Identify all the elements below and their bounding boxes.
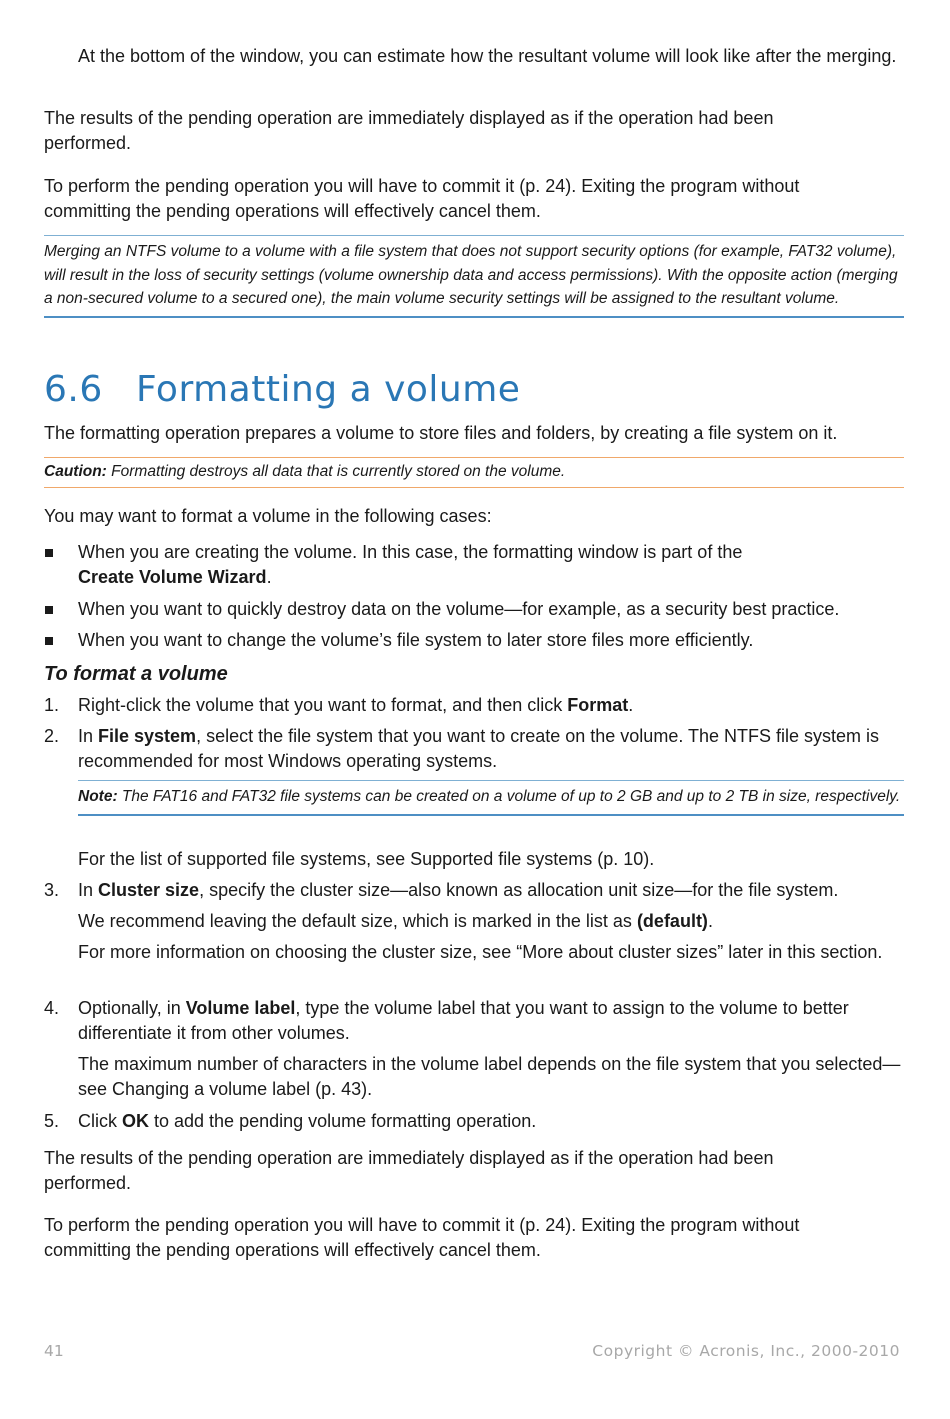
step-1: 1. Right-click the volume that you want to format, and then click Format. (44, 693, 904, 718)
step-2: 2. In File system, select the file system that you want to create on the volume. The NTFS file system is recommended for most Windows operating systems. (44, 726, 880, 771)
pending-results-paragraph: The results of the pending operation are immediately displayed as if the operation had been performed. (44, 108, 774, 153)
section-number: 6.6 (44, 369, 103, 410)
caution-label: Caution: (44, 463, 107, 480)
cluster-info-paragraph: For more information on choosing the cluster size, see “More about cluster sizes” later in this section. (78, 942, 883, 962)
bullet-icon (45, 549, 53, 557)
default-size-paragraph: We recommend leaving the default size, which is marked in the list as (default). (78, 911, 713, 931)
caution-text: Formatting destroys all data that is currently stored on the volume. (106, 463, 566, 480)
caution-box (44, 457, 904, 488)
step-3: 3. In Cluster size, specify the cluster size—also known as allocation unit size—for the file system. (44, 878, 904, 903)
list-item: When you want to change the volume’s file system to later store files more efficiently. (44, 628, 904, 653)
copyright-notice: Copyright © Acronis, Inc., 2000-2010 (592, 1342, 900, 1360)
step-number: 1. (44, 695, 60, 715)
step-number: 2. (44, 726, 60, 746)
outro-commit-paragraph: To perform the pending operation you will have to commit it (p. 24). Exiting the program without committing the pending operations will effectively cancel them. (44, 1215, 800, 1260)
section-intro: The formatting operation prepares a volume to store files and folders, by creating a file system on it. (44, 423, 838, 443)
step-4: 4. Optionally, in Volume label, type the volume label that you want to assign to the volume to better differentiate it from other volumes. (44, 998, 849, 1043)
fat-size-note: Note: The FAT16 and FAT32 file systems can be created on a volume of up to 2 GB and up to 2 TB in size, respectively. (78, 780, 904, 816)
step-number: 3. (44, 880, 60, 900)
list-item: When you want to quickly destroy data on the volume—for example, as a security best practice. (44, 597, 904, 622)
bullet-icon (45, 637, 53, 645)
page-footer (44, 1342, 900, 1360)
note-label: Note: (78, 788, 118, 805)
page-number: 41 (44, 1342, 64, 1360)
merge-preview-paragraph: At the bottom of the window, you can estimate how the resultant volume will look like after the merging. (78, 46, 897, 66)
list-item: When you are creating the volume. In this case, the formatting window is part of the Create Volume Wizard. (44, 540, 904, 590)
create-volume-wizard-ref: Create Volume Wizard (78, 567, 267, 587)
label-length-paragraph: The maximum number of characters in the volume label depends on the file system that you selected—see Changing a volume label (p. 43). (78, 1054, 901, 1099)
section-title: Formatting a volume (136, 369, 521, 410)
step-number: 5. (44, 1111, 60, 1131)
section-heading (44, 368, 904, 412)
bullet-icon (45, 606, 53, 614)
commit-paragraph: To perform the pending operation you will have to commit it (p. 24). Exiting the program without committing the pending operations will effectively cancel them. (44, 176, 800, 221)
step-5: 5. Click OK to add the pending volume formatting operation. (44, 1109, 904, 1134)
outro-results-paragraph: The results of the pending operation are immediately displayed as if the operation had been performed. (44, 1148, 774, 1193)
supported-fs-paragraph: For the list of supported file systems, see Supported file systems (p. 10). (78, 849, 655, 869)
step-number: 4. (44, 998, 60, 1018)
ntfs-merge-note: Merging an NTFS volume to a volume with a file system that does not support security options (for example, FAT32 volume), will result in the loss of security settings (volume ownership data and access permissions). With the opposite action (merging a non-secured volume to a secured one), the main volume security settings will be assigned to the resultant volume. (44, 235, 904, 318)
cases-intro: You may want to format a volume in the following cases: (44, 506, 492, 526)
procedure-title: To format a volume (44, 663, 228, 685)
